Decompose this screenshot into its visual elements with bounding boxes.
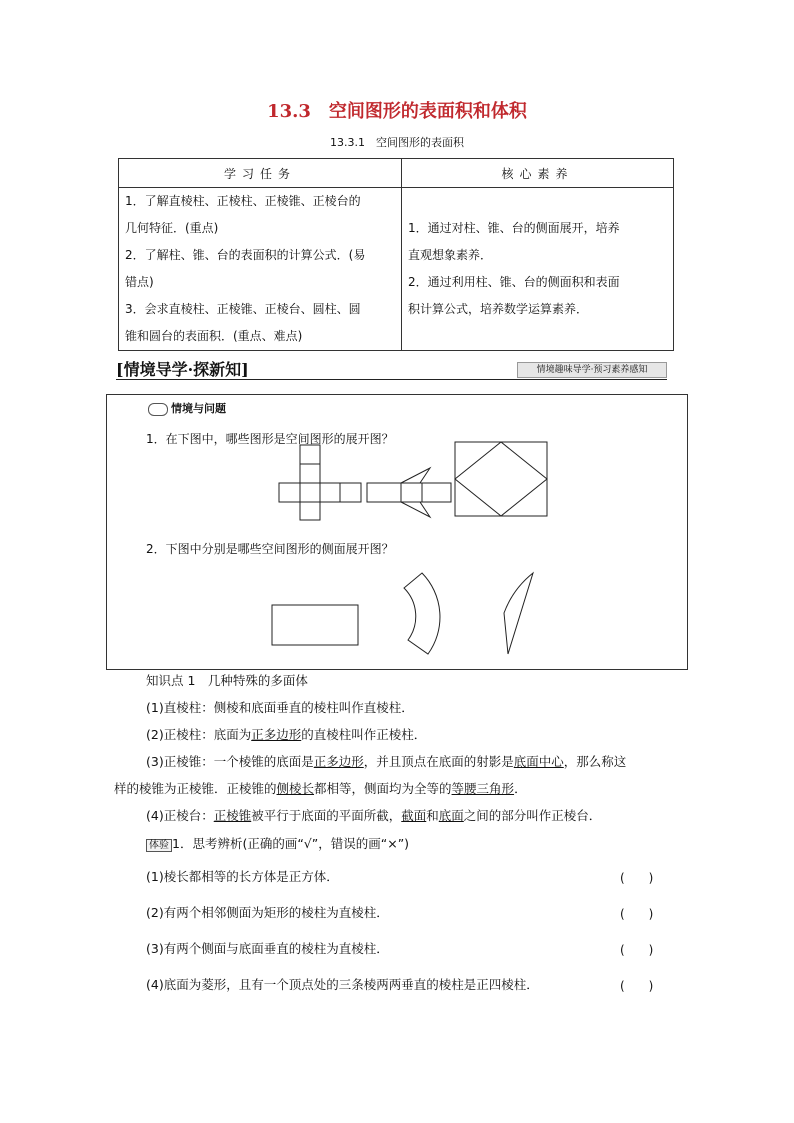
literacy-line: 2．通过利用柱、锥、台的侧面积和表面 — [408, 275, 620, 289]
exercise-item: (3)有两个侧面与底面垂直的棱柱为直棱柱． — [146, 941, 389, 956]
knowledge-p1: (1)直棱柱：侧棱和底面垂直的棱柱叫作直棱柱． — [146, 700, 414, 715]
knowledge-heading: 知识点 1 几种特殊的多面体 — [146, 673, 308, 688]
knowledge-p4: (4)正棱台：正棱锥被平行于底面的平面所截，截面和底面之间的部分叫作正棱台． — [146, 808, 602, 823]
cross-net-shape — [279, 445, 361, 520]
scenario-label: 情境与问题 — [148, 400, 226, 416]
goals-table — [118, 158, 674, 351]
section-title-bar: [情境导学·探新知] — [116, 360, 249, 379]
sector-shape — [504, 573, 533, 654]
literacy-line: 直观想象素养． — [408, 248, 493, 262]
diamond-net-shape — [455, 442, 547, 516]
literacy-line: 积计算公式，培养数学运算素养． — [408, 302, 589, 316]
task-line: 2．了解柱、锥、台的表面积的计算公式．(易 — [125, 248, 366, 262]
section-tag: 情境趣味导学·预习素养感知 — [517, 362, 667, 378]
section-title: 空间图形的表面积和体积 — [328, 101, 527, 122]
answer-blank[interactable]: ( ) — [620, 943, 654, 957]
col-header-literacy: 核心素养 — [402, 159, 674, 188]
scenario-icon — [148, 403, 168, 416]
page-title — [0, 97, 794, 123]
answer-blank[interactable]: ( ) — [620, 979, 654, 993]
exercise-item: (4)底面为菱形，且有一个顶点处的三条棱两两垂直的棱柱是正四棱柱． — [146, 977, 539, 992]
task-line: 错点) — [125, 275, 154, 289]
task-line: 几何特征．(重点) — [125, 221, 219, 235]
exercise-item: (2)有两个相邻侧面为矩形的棱柱为直棱柱． — [146, 905, 389, 920]
question-1: 1．在下图中，哪些图形是空间图形的展开图？ — [146, 432, 394, 446]
exercise-intro: 体验 1．思考辨析(正确的画“√”，错误的画“×”) — [146, 834, 409, 856]
knowledge-p2: (2)正棱柱：底面为正多边形的直棱柱叫作正棱柱． — [146, 727, 427, 742]
annulus-sector-shape — [404, 573, 440, 654]
literacy-line: 1．通过对柱、锥、台的侧面展开，培养 — [408, 221, 620, 235]
exercise-tag: 体验 — [146, 839, 172, 852]
literacy-cell — [402, 188, 674, 351]
nets-figure — [270, 438, 560, 528]
col-header-tasks: 学习任务 — [119, 159, 402, 188]
task-line: 3．会求直棱柱、正棱锥、正棱台、圆柱、圆 — [125, 302, 361, 316]
answer-blank[interactable]: ( ) — [620, 871, 654, 885]
answer-blank[interactable]: ( ) — [620, 907, 654, 921]
task-line: 1．了解直棱柱、正棱柱、正棱锥、正棱台的 — [125, 194, 361, 208]
arrow-net-shape — [367, 468, 451, 517]
rectangle-net-shape — [272, 605, 358, 645]
knowledge-p3: (3)正棱锥：一个棱锥的底面是正多边形，并且顶点在底面的射影是底面中心，那么称这 — [146, 754, 627, 769]
tasks-cell — [119, 188, 402, 351]
lateral-nets-figure — [268, 568, 568, 662]
knowledge-p3-cont: 样的棱锥为正棱锥．正棱锥的侧棱长都相等，侧面均为全等的等腰三角形． — [114, 781, 527, 796]
section-number: 13.3 — [267, 101, 311, 122]
exercise-item: (1)棱长都相等的长方体是正方体． — [146, 869, 339, 884]
task-line: 锥和圆台的表面积．(重点、难点) — [125, 329, 303, 343]
subsection-title: 13.3.1 空间图形的表面积 — [330, 136, 464, 149]
question-2: 2．下图中分别是哪些空间图形的侧面展开图？ — [146, 542, 394, 556]
